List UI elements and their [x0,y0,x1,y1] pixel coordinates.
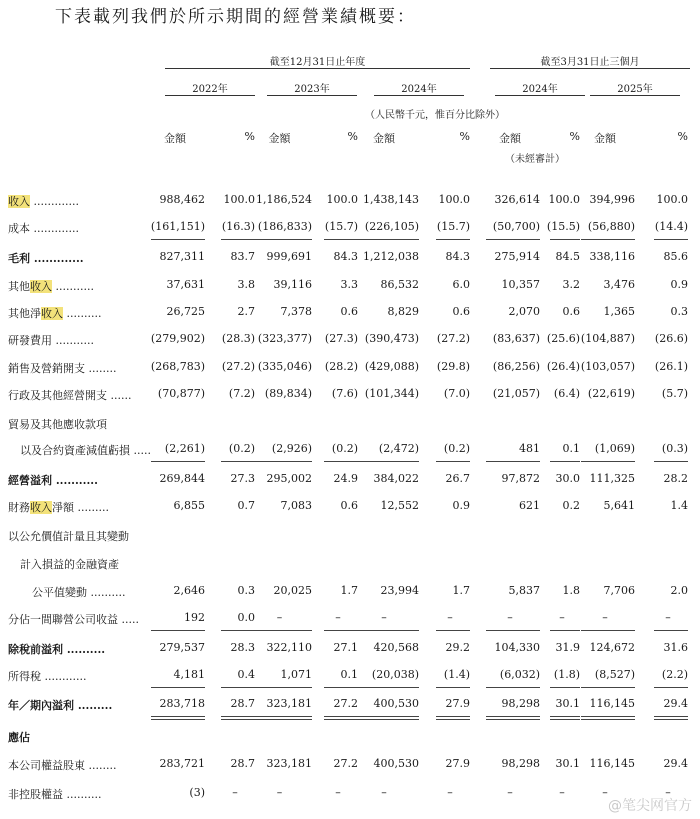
unit-note: （人民幣千元，惟百分比除外） [365,110,505,121]
amount-cell: 8,829 [387,305,419,318]
row-label: 銷售及營銷開支 ........ [8,362,117,375]
amount-cell: 323,181 [266,697,312,710]
percent-cell: (29.8) [436,360,470,373]
total-rule [324,630,358,631]
percent-cell: (2.2) [661,668,688,681]
amount-cell: (186,833) [257,220,312,233]
amount-cell: – [381,786,387,799]
percent-cell: – [559,611,565,624]
percent-cell: (0.2) [228,442,255,455]
percent-cell: (27.2) [436,332,470,345]
amount-cell: 1,438,143 [363,193,419,206]
amount-cell: (323,377) [257,332,312,345]
amount-cell: 621 [519,499,540,512]
amount-cell: – [507,786,513,799]
amount-cell: 98,298 [501,757,540,770]
row-label: 分佔一間聯營公司收益 ..... [8,613,139,626]
percent-cell: 0.6 [452,305,470,318]
percent-header: % [677,130,688,143]
total-rule [221,239,255,240]
percent-cell: 84.3 [333,250,358,263]
row-label: 除稅前溢利 .......... [8,643,106,656]
year-header: 2024年 [401,84,437,95]
total-rule [151,461,205,462]
total-rule [253,687,312,688]
percent-cell: 0.2 [562,499,580,512]
total-rule [436,239,470,240]
percent-cell: (0.3) [661,442,688,455]
amount-cell: (86,256) [492,360,540,373]
total-rule [550,687,580,688]
total-rule [253,239,312,240]
row-label: 年／期內溢利 ......... [8,699,113,712]
amount-cell: 116,145 [589,697,635,710]
percent-cell: 0.3 [670,305,688,318]
amount-cell: 97,872 [501,472,540,485]
percent-cell: 27.2 [333,697,358,710]
row-label: 計入損益的金融資產 [20,558,119,571]
amount-cell: 283,721 [159,757,205,770]
row-label: 研發費用 ........... [8,334,94,347]
total-rule [355,687,419,688]
percent-cell: 1.7 [452,584,470,597]
percent-cell: – [335,786,341,799]
amount-cell: (1,069) [594,442,635,455]
watermark: @笔尖网官方 [608,798,692,814]
percent-cell: 31.9 [555,641,580,654]
amount-cell: 37,631 [166,278,205,291]
total-rule [486,630,540,631]
total-rule [550,716,580,720]
row-label: 本公司權益股東 ........ [8,759,117,772]
percent-cell: (16.3) [221,220,255,233]
total-rule [654,461,688,462]
percent-cell: (14.4) [654,220,688,233]
percent-cell: 100.0 [223,193,255,206]
total-rule [324,239,358,240]
amount-cell: (2,472) [378,442,419,455]
amount-header: 金額 [373,132,395,145]
amount-cell: 116,145 [589,757,635,770]
percent-cell: 24.9 [333,472,358,485]
percent-cell: 29.4 [663,697,688,710]
amount-cell: 111,325 [589,472,635,485]
row-label: 毛利 ............. [8,252,84,265]
percent-cell: 30.0 [555,472,580,485]
percent-cell: 0.4 [237,668,255,681]
amount-cell: 104,330 [494,641,540,654]
percent-cell: 27.1 [333,641,358,654]
year-header-rule [267,95,357,96]
total-rule [436,687,470,688]
total-rule [355,239,419,240]
year-header-rule [165,95,255,96]
year-header-rule [374,95,464,96]
amount-cell: 999,691 [266,250,312,263]
percent-cell: 31.6 [663,641,688,654]
percent-cell: (5.7) [661,387,688,400]
total-rule [355,630,419,631]
total-rule [436,716,470,720]
percent-cell: 100.0 [548,193,580,206]
percent-cell: 0.6 [340,305,358,318]
amount-cell: 384,022 [373,472,419,485]
amount-cell: – [602,611,608,624]
percent-cell: (27.2) [221,360,255,373]
amount-cell: (429,088) [364,360,419,373]
amount-cell: 86,532 [380,278,419,291]
amount-cell: (279,902) [150,332,205,345]
amount-cell: 7,706 [603,584,635,597]
percent-cell: (26.4) [546,360,580,373]
percent-cell: 28.3 [230,641,255,654]
amount-cell: 400,530 [373,757,419,770]
percent-cell: (28.2) [324,360,358,373]
percent-cell: – [232,786,238,799]
total-rule [581,687,635,688]
total-rule [654,630,688,631]
percent-cell: (15.7) [436,220,470,233]
percent-cell: 29.4 [663,757,688,770]
amount-cell: 1,212,038 [363,250,419,263]
percent-header: % [569,130,580,143]
percent-cell: 2.0 [670,584,688,597]
percent-cell: 0.0 [237,611,255,624]
total-rule [436,630,470,631]
amount-cell: 400,530 [373,697,419,710]
amount-cell: 275,914 [494,250,540,263]
total-rule [581,716,635,720]
percent-cell: (1.8) [553,668,580,681]
amount-cell: (50,700) [492,220,540,233]
row-label: 非控股權益 .......... [8,788,102,801]
percent-cell: (7.6) [331,387,358,400]
total-rule [436,461,470,462]
amount-cell: 988,462 [159,193,205,206]
amount-cell: 1,071 [280,668,312,681]
amount-header: 金額 [164,132,186,145]
percent-cell: 27.9 [445,757,470,770]
percent-cell: 0.6 [340,499,358,512]
row-label: 其他淨收入 .......... [8,307,102,320]
percent-cell: 3.3 [340,278,358,291]
amount-cell: 3,476 [603,278,635,291]
percent-header: % [459,130,470,143]
percent-cell: (1.4) [443,668,470,681]
amount-cell: 192 [184,611,205,624]
row-label: 以及合約資產減值虧損 ..... [20,444,151,457]
percent-cell: (25.6) [546,332,580,345]
row-label: 貿易及其他應收款項 [8,418,107,431]
amount-cell: (22,619) [587,387,635,400]
percent-cell: 1.7 [340,584,358,597]
year-header-rule [590,95,680,96]
amount-cell: (21,057) [492,387,540,400]
total-rule [486,239,540,240]
total-rule [654,716,688,720]
total-rule [151,687,205,688]
total-rule [253,461,312,462]
percent-cell: (28.3) [221,332,255,345]
header-year-rule [165,68,470,69]
amount-cell: (70,877) [157,387,205,400]
amount-header: 金額 [268,132,291,145]
total-rule [221,716,255,720]
amount-cell: (104,887) [580,332,635,345]
amount-header: 金額 [594,132,616,145]
percent-cell: 0.3 [237,584,255,597]
amount-cell: (226,105) [364,220,419,233]
amount-cell: 4,181 [173,668,205,681]
amount-cell: 5,837 [508,584,540,597]
amount-cell: 338,116 [589,250,635,263]
percent-cell: 29.2 [445,641,470,654]
row-label: 收入 ............. [8,195,79,208]
year-header-rule [495,95,585,96]
percent-cell: 26.7 [445,472,470,485]
total-rule [550,239,580,240]
percent-cell: (7.0) [443,387,470,400]
total-rule [151,716,205,720]
total-rule [151,630,205,631]
amount-cell: 7,378 [280,305,312,318]
percent-cell: 0.9 [670,278,688,291]
percent-cell: 1.8 [562,584,580,597]
total-rule [486,461,540,462]
percent-cell: (26.1) [654,360,688,373]
amount-cell: 6,855 [173,499,205,512]
amount-cell: (56,880) [587,220,635,233]
amount-cell: 295,002 [266,472,312,485]
percent-cell: 100.0 [438,193,470,206]
total-rule [221,687,255,688]
amount-cell: 322,110 [266,641,312,654]
amount-cell: 269,844 [159,472,205,485]
total-rule [355,461,419,462]
amount-cell: 2,070 [508,305,540,318]
amount-cell: 323,181 [266,757,312,770]
percent-cell: 27.2 [333,757,358,770]
percent-cell: 28.7 [230,757,255,770]
percent-cell: – [665,786,671,799]
total-rule [324,461,358,462]
amount-cell: 279,537 [159,641,205,654]
total-rule [581,239,635,240]
amount-cell: 326,614 [494,193,540,206]
amount-cell: (83,637) [492,332,540,345]
percent-cell: 0.1 [562,442,580,455]
percent-cell: 28.7 [230,697,255,710]
row-label: 成本 ............. [8,222,79,235]
row-label: 公平值變動 .......... [32,586,126,599]
total-rule [221,630,255,631]
amount-cell: (89,834) [264,387,312,400]
percent-cell: – [335,611,341,624]
amount-cell: (390,473) [364,332,419,345]
amount-cell: 394,996 [589,193,635,206]
percent-cell: (27.3) [324,332,358,345]
amount-cell: 283,718 [159,697,205,710]
amount-cell: 2,646 [173,584,205,597]
amount-cell: (3) [189,786,205,799]
amount-cell: 98,298 [501,697,540,710]
amount-cell: – [276,611,283,624]
row-label: 應佔 [8,731,30,744]
percent-cell: 3.8 [237,278,255,291]
total-rule [253,716,312,720]
percent-header: % [244,130,255,143]
amount-cell: – [276,786,283,799]
percent-cell: 3.2 [562,278,580,291]
percent-cell: 6.0 [452,278,470,291]
percent-cell: (7.2) [228,387,255,400]
percent-cell: 100.0 [656,193,688,206]
row-label: 財務收入淨額 ......... [8,501,109,514]
percent-cell: 85.6 [663,250,688,263]
percent-cell: (6.4) [553,387,580,400]
percent-cell: (15.7) [324,220,358,233]
unaudited-note: （未經審計） [505,154,565,165]
amount-cell: 10,357 [501,278,540,291]
intro-text: 下表載列我們於所示期間的經營業績概要： [55,7,416,27]
header-year-group: 截至12月31日止年度 [269,57,366,68]
total-rule [221,461,255,462]
total-rule [253,630,312,631]
amount-cell: (161,151) [150,220,205,233]
amount-cell: (8,527) [594,668,635,681]
amount-cell: – [381,611,387,624]
row-label: 所得稅 ............ [8,670,87,683]
total-rule [486,716,540,720]
year-header: 2025年 [617,84,653,95]
percent-cell: 100.0 [326,193,358,206]
amount-cell: (335,046) [257,360,312,373]
percent-cell: 0.9 [452,499,470,512]
amount-cell: 827,311 [159,250,205,263]
amount-cell: 20,025 [273,584,312,597]
total-rule [654,239,688,240]
amount-cell: 1,365 [603,305,635,318]
percent-cell: 28.2 [663,472,688,485]
row-label: 行政及其他經營開支 ...... [8,389,132,402]
total-rule [324,687,358,688]
year-header: 2022年 [192,84,228,95]
percent-cell: (15.5) [546,220,580,233]
total-rule [550,461,580,462]
amount-cell: – [602,786,608,799]
amount-cell: (101,344) [364,387,419,400]
row-label: 其他收入 ........... [8,280,94,293]
amount-cell: 124,672 [589,641,635,654]
percent-header: % [347,130,358,143]
header-quarter-rule [490,68,690,69]
amount-cell: (268,783) [150,360,205,373]
percent-cell: 27.3 [230,472,255,485]
amount-cell: 481 [519,442,540,455]
amount-cell: 12,552 [380,499,419,512]
total-rule [581,461,635,462]
percent-cell: 84.3 [445,250,470,263]
percent-cell: – [447,611,453,624]
amount-cell: (103,057) [580,360,635,373]
total-rule [324,716,358,720]
header-quarter-group: 截至3月31日止三個月 [540,57,640,68]
row-label: 經營溢利 ........... [8,474,98,487]
amount-cell: – [507,611,513,624]
percent-cell: 83.7 [230,250,255,263]
percent-cell: 1.4 [670,499,688,512]
amount-cell: 1,186,524 [256,193,312,206]
percent-cell: 0.6 [562,305,580,318]
total-rule [581,630,635,631]
amount-cell: (20,038) [371,668,419,681]
total-rule [486,687,540,688]
amount-cell: 7,083 [280,499,312,512]
percent-cell: 27.9 [445,697,470,710]
amount-header: 金額 [499,132,521,145]
amount-cell: (2,926) [271,442,312,455]
amount-cell: 5,641 [603,499,635,512]
percent-cell: (0.2) [331,442,358,455]
amount-cell: (2,261) [164,442,205,455]
row-label: 以公允價值計量且其變動 [8,530,129,543]
percent-cell: (0.2) [443,442,470,455]
total-rule [550,630,580,631]
percent-cell: 2.7 [237,305,255,318]
total-rule [355,716,419,720]
amount-cell: (6,032) [499,668,540,681]
amount-cell: 23,994 [380,584,419,597]
amount-cell: 420,568 [373,641,419,654]
amount-cell: 39,116 [273,278,312,291]
amount-cell: 26,725 [166,305,205,318]
percent-cell: 30.1 [555,697,580,710]
percent-cell: 30.1 [555,757,580,770]
year-header: 2024年 [522,84,558,95]
percent-cell: 0.7 [237,499,255,512]
percent-cell: – [559,786,565,799]
percent-cell: 84.5 [555,250,580,263]
percent-cell: – [665,611,671,624]
percent-cell: – [447,786,453,799]
total-rule [654,687,688,688]
year-header: 2023年 [294,84,330,95]
percent-cell: (26.6) [654,332,688,345]
total-rule [151,239,205,240]
percent-cell: 0.1 [340,668,358,681]
